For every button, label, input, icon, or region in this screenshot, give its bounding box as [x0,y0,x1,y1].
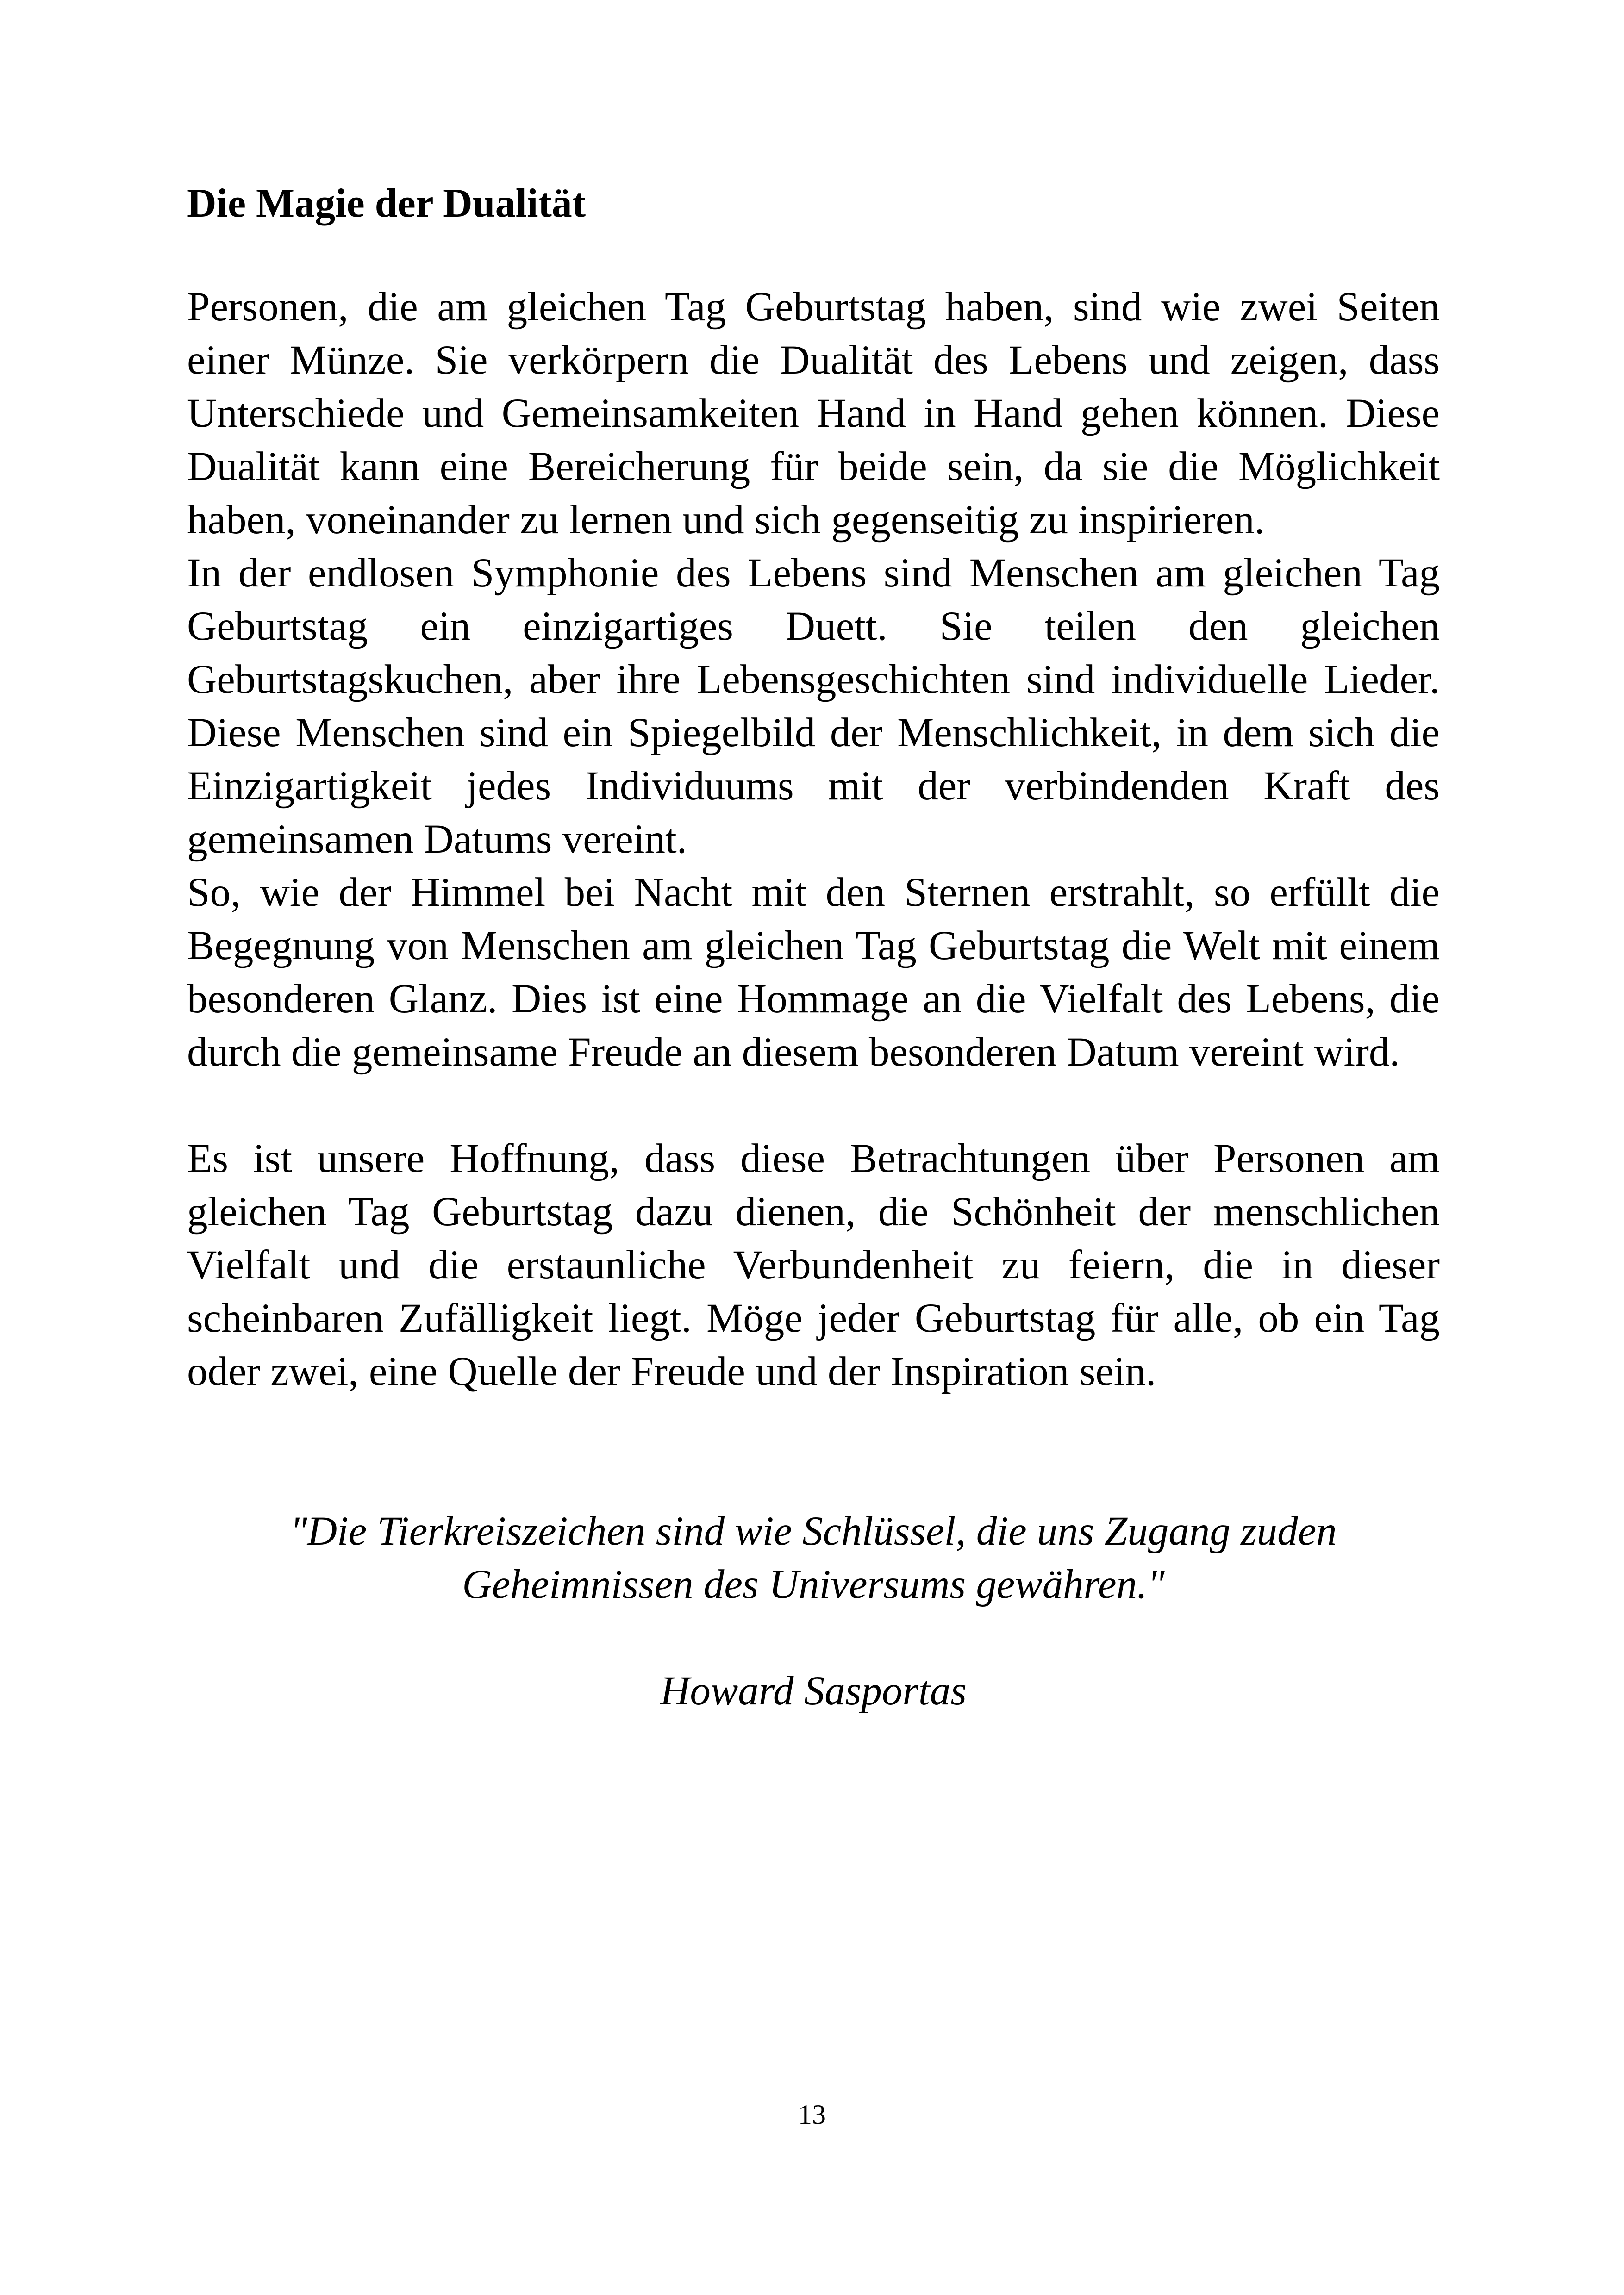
page-content [187,176,1440,1718]
body-paragraph-3: So, wie der Himmel bei Nacht mit den Sternen erstrahlt, so erfüllt die Begegnung von Menschen am gleichen Tag Geburtstag die Welt mit einem besonderen Glanz. Dies ist eine Hommage an die Vielfalt des Lebens, die durch die gemeinsame Freude an diesem besonderen Datum vereint wird. [187,870,1440,1075]
section-heading: Die Magie der Dualität [187,181,586,226]
body-paragraph-1: Personen, die am gleichen Tag Geburtstag haben, sind wie zwei Seiten einer Münze. Sie verkörpern die Dualität des Lebens und zeigen, dass Unterschiede und Gemeinsamkeiten Hand in Hand gehen können. Diese Dualität kann eine Bereicherung für beide sein, da sie die Möglichkeit haben, voneinander zu lernen und sich gegenseitig zu inspirieren. [187,284,1440,543]
body-paragraph-2: In der endlosen Symphonie des Lebens sind Menschen am gleichen Tag Geburtstag ein einzigartiges Duett. Sie teilen den gleichen Geburtstagskuchen, aber ihre Lebensgeschichten sind individuelle Lieder. Diese Menschen sind ein Spiegelbild der Menschlichkeit, in dem sich die Einzigartigkeit jedes Individuums mit der verbindenden Kraft des gemeinsamen Datums vereint. [187,550,1440,862]
quote-author: Howard Sasportas [660,1668,967,1714]
body-text [187,281,1440,1079]
closing-paragraph: Es ist unsere Hoffnung, dass diese Betrachtungen über Personen am gleichen Tag Geburtstag dazu dienen, die Schönheit der menschlichen Vielfalt und die erstaunliche Verbundenheit zu feiern, die in dieser scheinbaren Zufälligkeit liegt. Möge jeder Geburtstag für alle, ob ein Tag oder zwei, eine Quelle der Freude und der Inspiration sein. [187,1136,1440,1394]
closing-text [187,1132,1440,1398]
page-number: 13 [798,2099,826,2130]
quote-text: "Die Tierkreiszeichen sind wie Schlüssel, die uns Zugang zuden Geheimnissen des Universums gewähren." [290,1509,1337,1607]
quote-block [187,1505,1440,1718]
